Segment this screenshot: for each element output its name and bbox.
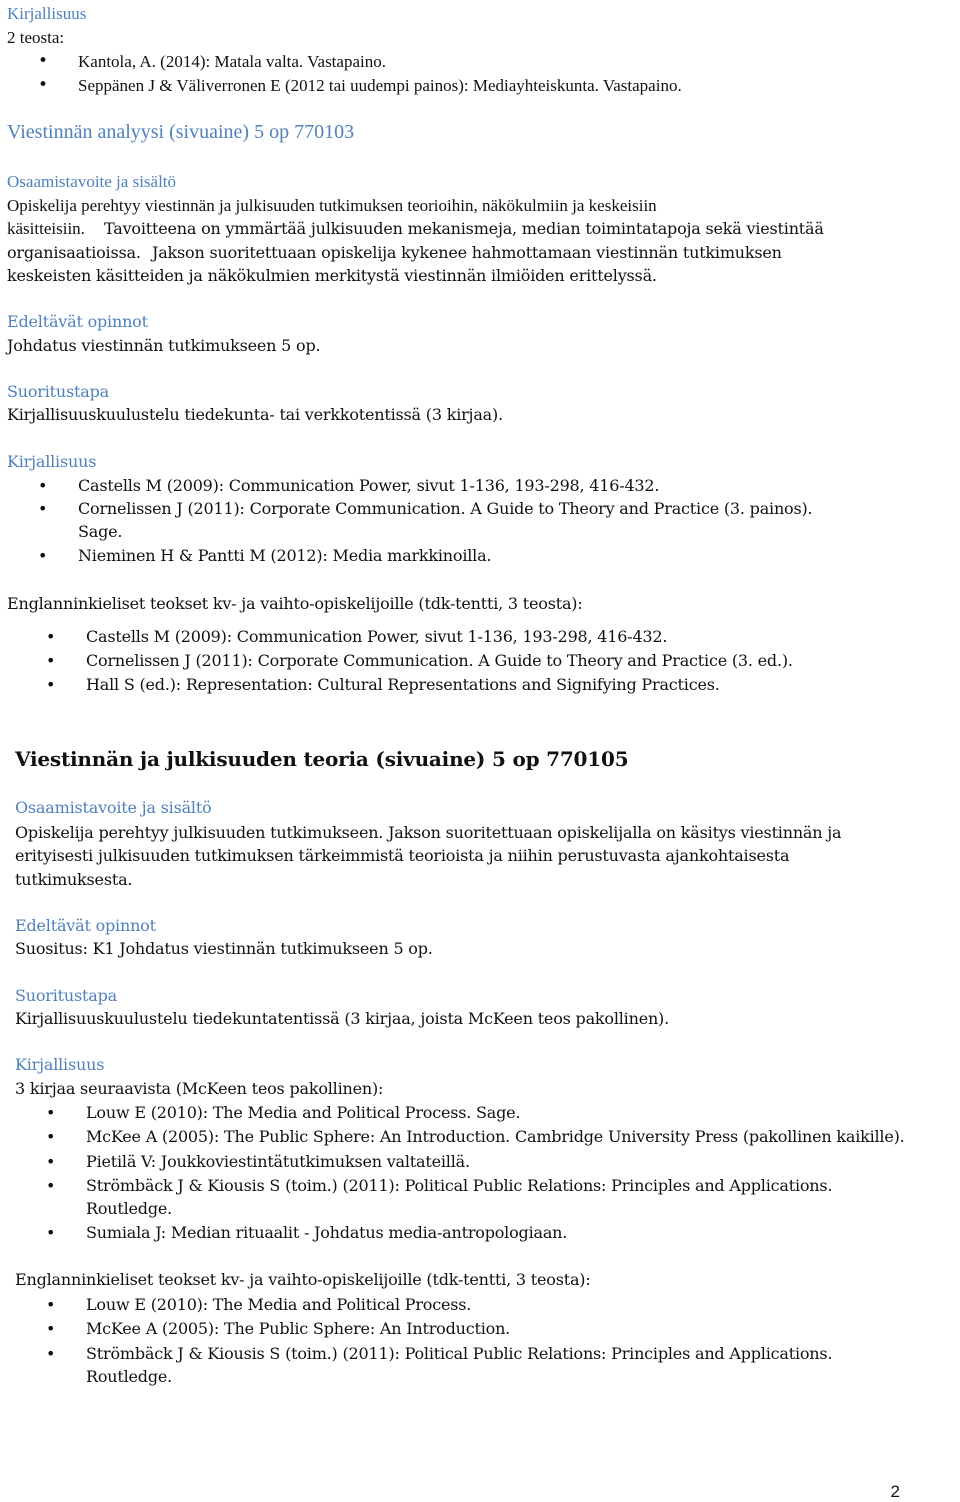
body-text: Tavoitteena on ymmärtää julkisuuden mekanismeja, median toimintatapoja sekä viestintää <box>104 219 824 238</box>
list-item: • Sumiala J: Median rituaalit - Johdatus media-antropologiaan. <box>86 1221 567 1244</box>
english-books-heading: Englanninkieliset teokset kv- ja vaihto-opiskelijoille (tdk-tentti, 3 teosta): <box>7 594 583 613</box>
prereq-text: Suositus: K1 Johdatus viestinnän tutkimukseen 5 op. <box>15 939 433 958</box>
list-item-continuation: Routledge. <box>86 1199 173 1218</box>
list-item: • Seppänen J & Väliverronen E (2012 tai uudempi painos): Mediayhteiskunta. Vastapaino. <box>78 74 682 97</box>
list-item: • McKee A (2005): The Public Sphere: An Introduction. Cambridge University Press (pakollinen kaikille). <box>86 1125 905 1148</box>
goals-heading: Osaamistavoite ja sisältö <box>7 172 177 191</box>
course-title: Viestinnän analyysi (sivuaine) 5 op 770103 <box>7 121 355 143</box>
body-text: organisaatioissa. <box>7 243 141 262</box>
body-text: erityisesti julkisuuden tutkimuksen tärkeimmistä teorioista ja niihin perustuvasta ajankohtaisesta <box>15 846 790 865</box>
course-title: Viestinnän ja julkisuuden teoria (sivuaine) 5 op 770105 <box>15 747 629 771</box>
page-number: 2 <box>890 1482 900 1501</box>
list-item: • Kantola, A. (2014): Matala valta. Vastapaino. <box>78 50 386 73</box>
list-item-continuation: Sage. <box>78 522 123 541</box>
goals-heading: Osaamistavoite ja sisältö <box>15 798 212 817</box>
body-text: tutkimuksesta. <box>15 870 133 889</box>
literature-intro: 3 kirjaa seuraavista (McKeen teos pakollinen): <box>15 1079 384 1098</box>
prereq-heading: Edeltävät opinnot <box>15 916 156 935</box>
method-text: Kirjallisuuskuulustelu tiedekuntatentissä (3 kirjaa, joista McKeen teos pakollinen). <box>15 1009 669 1028</box>
body-text: Opiskelija perehtyy viestinnän ja julkisuuden tutkimuksen teorioihin, näkökulmiin ja keskeisiin <box>7 196 657 215</box>
list-item: • Hall S (ed.): Representation: Cultural Representations and Signifying Practices. <box>86 673 720 696</box>
section-heading: Kirjallisuus <box>7 4 87 23</box>
method-heading: Suoritustapa <box>7 382 109 401</box>
list-item: • Louw E (2010): The Media and Political Process. Sage. <box>86 1101 520 1124</box>
intro-text: 2 teosta: <box>7 28 65 47</box>
list-item: • Strömbäck J & Kiousis S (toim.) (2011): Political Public Relations: Principles and Applications. <box>86 1342 832 1365</box>
body-text: Jakson suoritettuaan opiskelija kykenee hahmottamaan viestinnän tutkimuksen <box>152 243 782 262</box>
list-item-continuation: Routledge. <box>86 1367 173 1386</box>
list-item: • McKee A (2005): The Public Sphere: An Introduction. <box>86 1317 510 1340</box>
body-text: käsitteisiin. <box>7 219 85 238</box>
list-item: • Louw E (2010): The Media and Political Process. <box>86 1293 471 1316</box>
method-heading: Suoritustapa <box>15 986 117 1005</box>
list-item: • Castells M (2009): Communication Power, sivut 1-136, 193-298, 416-432. <box>78 474 659 497</box>
method-text: Kirjallisuuskuulustelu tiedekunta- tai verkkotentissä (3 kirjaa). <box>7 405 503 424</box>
list-item: • Castells M (2009): Communication Power, sivut 1-136, 193-298, 416-432. <box>86 625 667 648</box>
literature-heading: Kirjallisuus <box>7 452 97 471</box>
literature-heading: Kirjallisuus <box>15 1055 105 1074</box>
list-item: • Cornelissen J (2011): Corporate Communication. A Guide to Theory and Practice (3. ed.). <box>86 649 793 672</box>
prereq-text: Johdatus viestinnän tutkimukseen 5 op. <box>7 336 321 355</box>
list-item: • Pietilä V: Joukkoviestintätutkimuksen valtateillä. <box>86 1150 470 1173</box>
list-item: • Strömbäck J & Kiousis S (toim.) (2011): Political Public Relations: Principles and Applications. <box>86 1174 832 1197</box>
prereq-heading: Edeltävät opinnot <box>7 312 148 331</box>
body-text: Opiskelija perehtyy julkisuuden tutkimukseen. Jakson suoritettuaan opiskelijalla on käsitys viestinnän ja <box>15 823 842 842</box>
list-item: • Nieminen H & Pantti M (2012): Media markkinoilla. <box>78 544 491 567</box>
list-item: • Cornelissen J (2011): Corporate Communication. A Guide to Theory and Practice (3. painos). <box>78 497 812 520</box>
body-text: keskeisten käsitteiden ja näkökulmien merkitystä viestinnän ilmiöiden erittelyssä. <box>7 266 657 285</box>
english-books-heading: Englanninkieliset teokset kv- ja vaihto-opiskelijoille (tdk-tentti, 3 teosta): <box>15 1270 591 1289</box>
